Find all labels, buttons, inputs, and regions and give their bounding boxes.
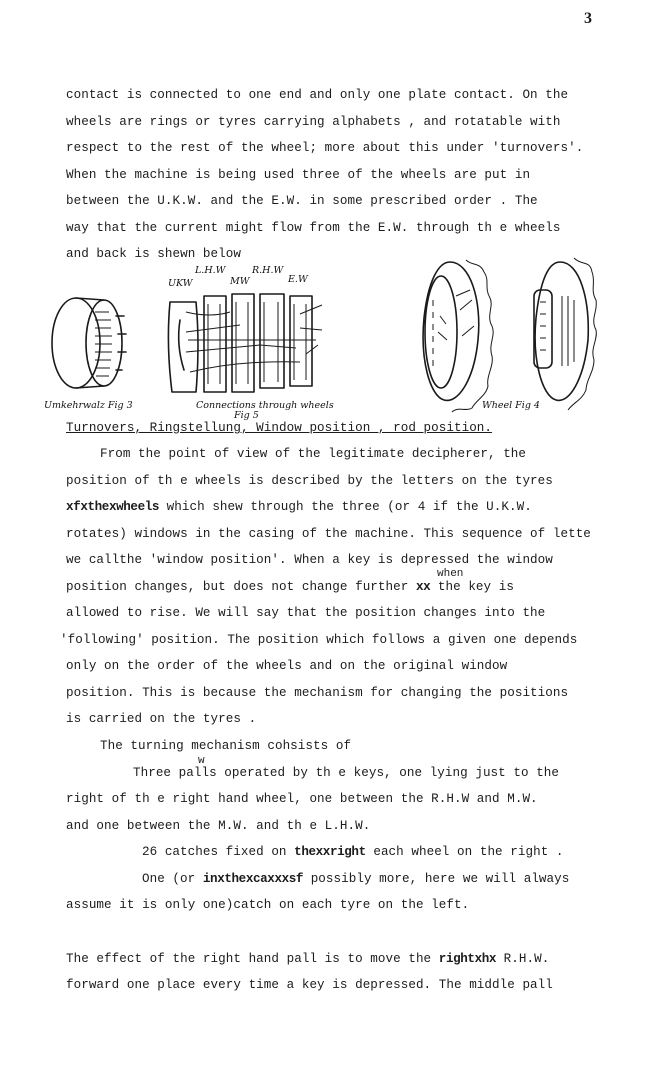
caption-connections: Connections through wheels xyxy=(196,400,334,411)
label-ew: E.W xyxy=(288,274,308,285)
paragraph-1-line-7: and back is shewn below xyxy=(66,247,241,261)
section-heading: Turnovers, Ringstellung, Window position , rod position. xyxy=(66,421,493,435)
paragraph-2-line-9: only on the order of the wheels and on the original window xyxy=(66,659,508,673)
struck-out-text: rightxhx xyxy=(438,952,497,966)
caption-fig-5: Fig 5 xyxy=(234,410,259,421)
paragraph-1-line-2: wheels are rings or tyres carrying alphabets , and rotatable with xyxy=(66,115,561,129)
one-catch-line-2: assume it is only one)catch on each tyre on the left. xyxy=(66,898,470,912)
paragraph-1-line-1: contact is connected to one end and only one plate contact. On the xyxy=(66,88,569,102)
catches-line: 26 catches fixed on thexxright each wheel on the right . xyxy=(142,845,564,859)
struck-out-text: inxthexcaxxxsf xyxy=(202,872,304,886)
wheel-drawing-right xyxy=(534,258,596,410)
paragraph-2-line-7: allowed to rise. We will say that the position changes into the xyxy=(66,606,546,620)
paragraph-1-line-4: When the machine is being used three of the wheels are put in xyxy=(66,168,531,182)
paragraph-3-intro: The turning mechanism cohsists of xyxy=(100,739,352,753)
wheel-drawing-left xyxy=(423,260,493,412)
paragraph-2-line-4: rotates) windows in the casing of the machine. This sequence of lette xyxy=(66,527,591,541)
struck-out-text: xx xyxy=(415,580,431,594)
paragraph-2-line-2: position of th e wheels is described by the letters on the tyres xyxy=(66,474,553,488)
page-number: 3 xyxy=(584,10,592,27)
paragraph-1-line-5: between the U.K.W. and the E.W. in some prescribed order . The xyxy=(66,194,538,208)
caption-fig-3: Umkehrwalz Fig 3 xyxy=(44,400,133,411)
umkehrwalze-drum-drawing xyxy=(52,298,126,388)
paragraph-4-line-2: forward one place every time a key is depressed. The middle pall xyxy=(66,978,553,992)
struck-out-text: xfxthexwheels xyxy=(66,500,160,514)
struck-out-text: thexxright xyxy=(294,845,366,859)
caption-fig-4: Wheel Fig 4 xyxy=(482,400,540,411)
paragraph-2-line-3: xfxthexwheels which shew through the three (or 4 if the U.K.W. xyxy=(66,500,532,514)
paragraph-2-line-10: position. This is because the mechanism for changing the positions xyxy=(66,686,569,700)
paragraph-4-line-1: The effect of the right hand pall is to move the rightxhx R.H.W. xyxy=(66,952,550,966)
label-lhw: L.H.W xyxy=(195,265,226,276)
pall-line-1: Three palls operated by th e keys, one lying just to the xyxy=(133,766,560,780)
label-rhw: R.H.W xyxy=(252,265,284,276)
paragraph-1-line-3: respect to the rest of the wheel; more about this under 'turnovers'. xyxy=(66,141,584,155)
inserted-letter-w: w xyxy=(198,755,205,767)
pall-line-2: right of th e right hand wheel, one between the R.H.W and M.W. xyxy=(66,792,538,806)
one-catch-line-1: One (or inxthexcaxxxsf possibly more, here we will always xyxy=(142,872,570,886)
label-mw: MW xyxy=(230,276,250,287)
paragraph-2-line-1: From the point of view of the legitimate decipherer, the xyxy=(100,447,527,461)
paragraph-2-line-6: position changes, but does not change further xx the key is xyxy=(66,580,514,594)
wheel-connections-drawing xyxy=(168,294,322,392)
inserted-word-when: when xyxy=(437,568,464,580)
paragraph-2-line-5: we callthe 'window position'. When a key is depressed the window xyxy=(66,553,553,567)
paragraph-1-line-6: way that the current might flow from the E.W. through th e wheels xyxy=(66,221,561,235)
pall-line-3: and one between the M.W. and th e L.H.W. xyxy=(66,819,371,833)
label-ukw: UKW xyxy=(168,278,193,289)
paragraph-2-line-8: 'following' position. The position which follows a given one depends xyxy=(60,633,578,647)
paragraph-2-line-11: is carried on the tyres . xyxy=(66,712,257,726)
